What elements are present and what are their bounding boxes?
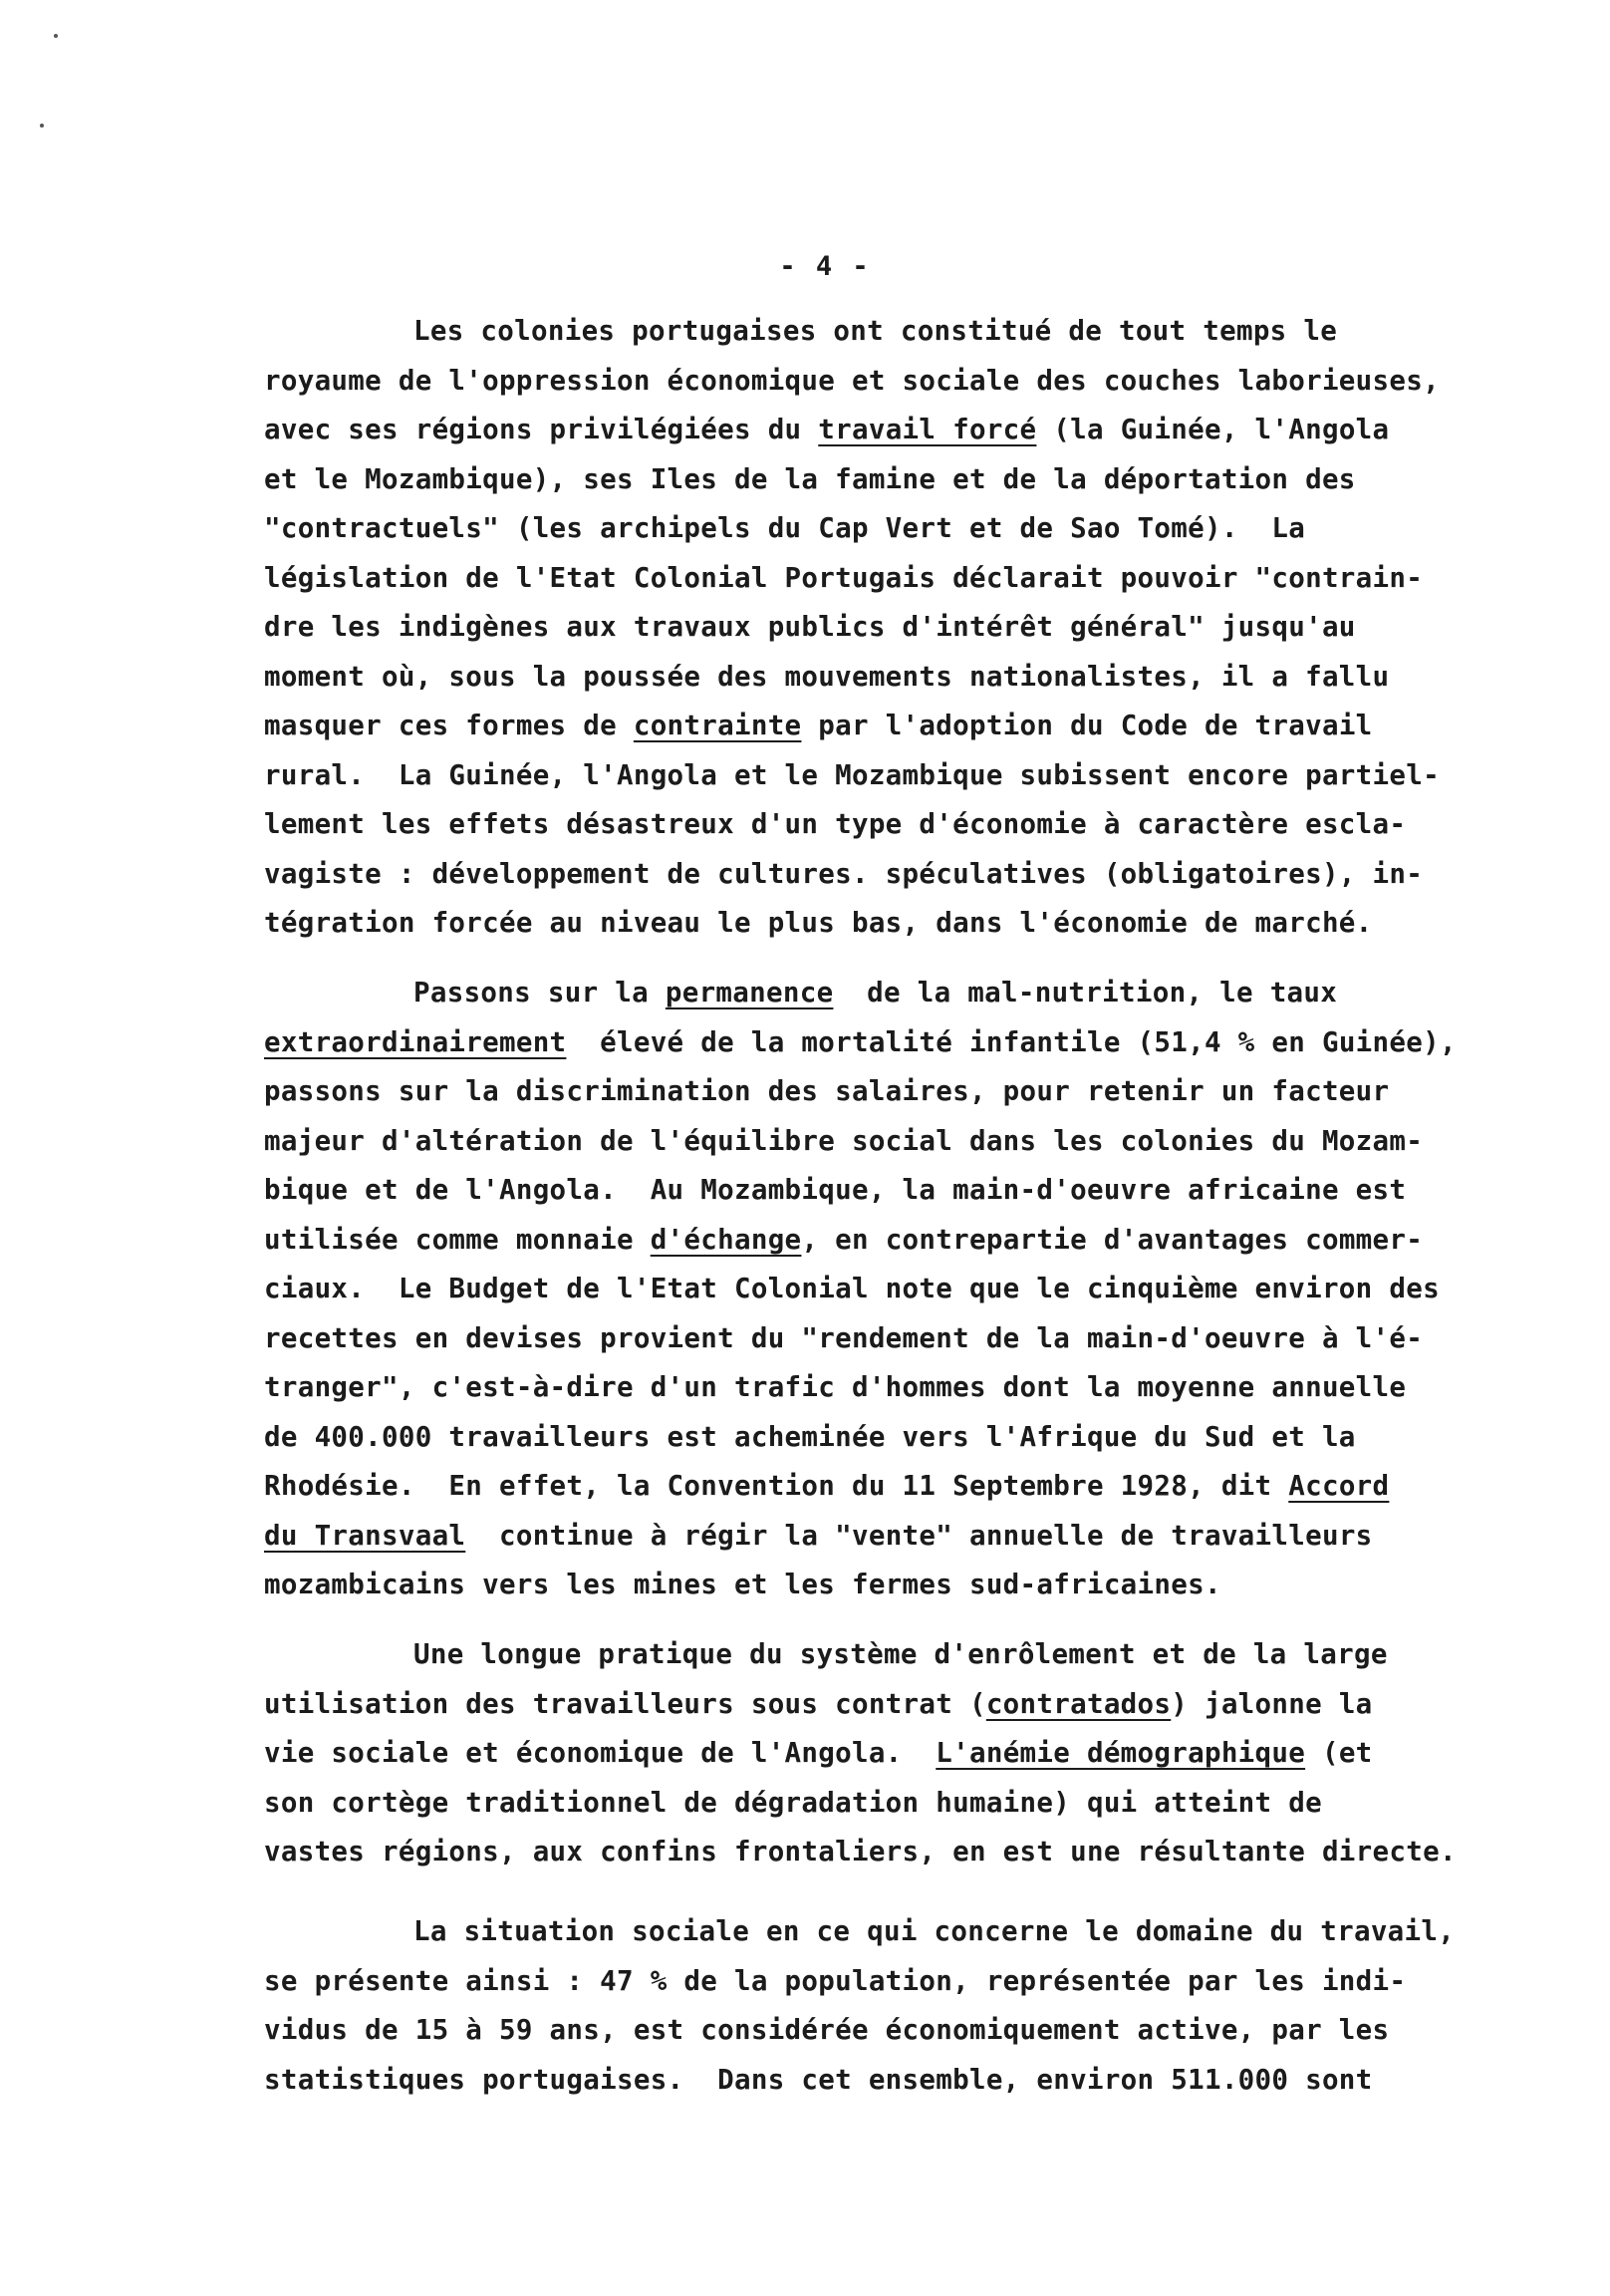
text-line: [264, 2056, 1440, 2106]
text-line: [264, 1314, 1440, 1364]
text-line: [264, 800, 1440, 850]
text-line: [264, 899, 1440, 949]
text-segment: dre les indigènes aux travaux publics d'intérêt général" jusqu'au: [264, 611, 1356, 643]
text-line: [264, 1265, 1440, 1314]
paragraph-1: [264, 307, 1440, 949]
underlined-text: Accord: [1288, 1470, 1390, 1502]
text-segment: "contractuels" (les archipels du Cap Vert et de Sao Tomé). La: [264, 512, 1306, 544]
text-line: [264, 1018, 1457, 1068]
text-segment: utilisée comme monnaie: [264, 1223, 651, 1256]
text-segment: par l'adoption du Code de travail: [801, 710, 1373, 741]
text-line: [264, 1462, 1440, 1512]
text-segment: Les colonies portugaises ont constitué de tout temps le: [413, 315, 1338, 347]
text-segment: recettes en devises provient du "rendement de la main-d'oeuvre à l'é-: [264, 1321, 1424, 1354]
text-segment: Une longue pratique du système d'enrôlement et de la large: [413, 1638, 1388, 1670]
text-line: [264, 751, 1440, 801]
text-segment: , en contrepartie d'avantages commer-: [801, 1223, 1424, 1256]
text-line: [264, 850, 1440, 900]
text-segment: vagiste : développement de cultures. spéculatives (obligatoires), in-: [264, 857, 1424, 890]
text-line: [264, 1117, 1440, 1167]
text-line: [264, 1413, 1440, 1463]
text-segment: moment où, sous la poussée des mouvements nationalistes, il a fallu: [264, 660, 1390, 693]
text-line: [264, 307, 1440, 357]
text-line: [264, 455, 1440, 505]
text-segment: royaume de l'oppression économique et sociale des couches laborieuses,: [264, 364, 1440, 397]
text-line: [264, 1729, 1440, 1779]
paragraph-3: [264, 1630, 1457, 1877]
text-line: [264, 1828, 1457, 1877]
text-segment: continue à régir la "vente" annuelle de travailleurs: [465, 1519, 1373, 1552]
text-line: [264, 357, 1440, 407]
paragraph-2: [264, 969, 1457, 1610]
text-segment: Passons sur la: [413, 977, 666, 1008]
text-segment: utilisation des travailleurs sous contrat (: [264, 1687, 986, 1720]
text-line: [264, 1957, 1440, 2007]
underlined-text: L'anémie démographique: [936, 1737, 1306, 1769]
underlined-text: permanence: [665, 977, 834, 1008]
text-line: [264, 1216, 1440, 1266]
text-line: [264, 2006, 1440, 2056]
text-line: [264, 702, 1440, 751]
scan-speck: [54, 34, 58, 38]
text-segment: tégration forcée au niveau le plus bas, dans l'économie de marché.: [264, 907, 1373, 939]
text-segment: tranger", c'est-à-dire d'un trafic d'hommes dont la moyenne annuelle: [264, 1371, 1407, 1403]
text-segment: masquer ces formes de: [264, 710, 634, 741]
underlined-text: travail forcé: [818, 414, 1037, 445]
text-line: [264, 1561, 1440, 1610]
text-segment: La situation sociale en ce qui concerne le domaine du travail,: [413, 1915, 1456, 1947]
text-segment: bique et de l'Angola. Au Mozambique, la main-d'oeuvre africaine est: [264, 1174, 1407, 1206]
text-segment: statistiques portugaises. Dans cet ensemble, environ 511.000 sont: [264, 2063, 1373, 2096]
text-line: [264, 603, 1440, 653]
text-segment: majeur d'altération de l'équilibre social dans les colonies du Mozam-: [264, 1124, 1424, 1157]
text-segment: rural. La Guinée, l'Angola et le Mozambique subissent encore partiel-: [264, 758, 1440, 791]
text-segment: lement les effets désastreux d'un type d'économie à caractère escla-: [264, 808, 1407, 840]
text-segment: se présente ainsi : 47 % de la population, représentée par les indi-: [264, 1964, 1407, 1997]
text-segment: son cortège traditionnel de dégradation humaine) qui atteint de: [264, 1786, 1322, 1819]
text-segment: vastes régions, aux confins frontaliers, en est une résultante directe.: [264, 1836, 1457, 1867]
text-segment: passons sur la discrimination des salaires, pour retenir un facteur: [264, 1075, 1390, 1107]
paragraph-4: [264, 1907, 1456, 2105]
text-line: [264, 504, 1440, 554]
text-segment: (la Guinée, l'Angola: [1036, 414, 1390, 445]
text-segment: avec ses régions privilégiées du: [264, 414, 819, 445]
underlined-text: contrainte: [633, 710, 802, 741]
text-segment: Rhodésie. En effet, la Convention du 11 Septembre 1928, dit: [264, 1470, 1289, 1502]
text-segment: ciaux. Le Budget de l'Etat Colonial note que le cinquième environ des: [264, 1273, 1440, 1304]
text-segment: législation de l'Etat Colonial Portugais déclarait pouvoir "contrain-: [264, 561, 1424, 594]
text-segment: mozambicains vers les mines et les fermes sud-africaines.: [264, 1569, 1221, 1600]
underlined-text: du Transvaal: [264, 1519, 466, 1552]
text-segment: de 400.000 travailleurs est acheminée vers l'Afrique du Sud et la: [264, 1420, 1356, 1453]
text-line: [264, 1363, 1440, 1413]
text-segment: de la mal-nutrition, le taux: [833, 977, 1338, 1008]
page-number: - 4 -: [779, 251, 871, 282]
scan-speck: [40, 124, 44, 128]
text-line: [264, 1779, 1440, 1829]
text-segment: et le Mozambique), ses Iles de la famine et de la déportation des: [264, 462, 1356, 495]
text-segment: élevé de la mortalité infantile (51,4 % en Guinée),: [566, 1025, 1457, 1058]
text-segment: ) jalonne la: [1171, 1687, 1373, 1720]
text-segment: vidus de 15 à 59 ans, est considérée économiquement active, par les: [264, 2014, 1390, 2046]
underlined-text: extraordinairement: [264, 1025, 567, 1058]
underlined-text: d'échange: [650, 1223, 802, 1256]
text-segment: vie sociale et économique de l'Angola.: [264, 1737, 937, 1769]
text-line: [264, 406, 1440, 455]
text-line: [264, 1680, 1440, 1730]
text-line: [264, 1512, 1440, 1562]
text-line: [264, 1166, 1440, 1216]
text-line: [264, 1907, 1456, 1957]
text-line: [264, 969, 1440, 1018]
text-line: [264, 1630, 1440, 1680]
text-line: [264, 554, 1440, 604]
text-line: [264, 653, 1440, 703]
text-line: [264, 1067, 1440, 1117]
underlined-text: contratados: [985, 1687, 1172, 1720]
text-segment: (et: [1305, 1737, 1373, 1769]
